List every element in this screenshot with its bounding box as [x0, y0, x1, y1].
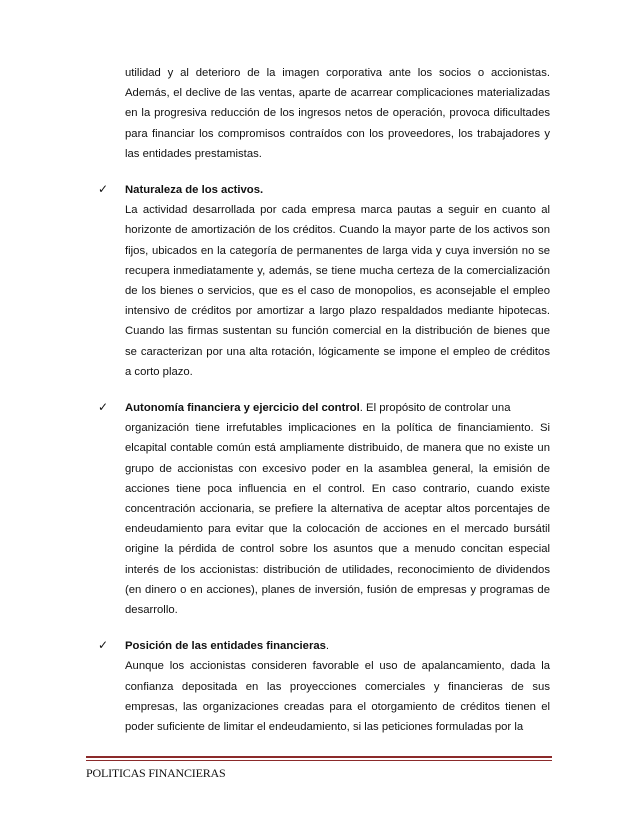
intro-paragraph: utilidad y al deterioro de la imagen corporativa ante los socios o accionistas. Además, el declive de las ventas, aparte de acarrear complicaciones materializadas en la progresiva reducción de los ingresos netos de operación, provoca dificultades para financiar los compromisos contraídos con los proveedores, los trabajadores y las entidades prestamistas.	[125, 67, 550, 160]
section-paragraph: organización tiene irrefutables implicaciones en la política de financiamiento. Si elcapital contable común está ampliamente distribuido, de manera que no existe un grupo de accionistas con excesivo poder en la asamblea general, la emisión de acciones tiene poca influencia en el control. En caso contrario, cuando existe concentración accionaria, se prefiere la alternativa de aceptar altos porcentajes de endeudamiento para evitar que la colocación de acciones en el mercado bursátil origine la pérdida de control sobre los asuntos que a menudo concitan especial interés de los accionistas: distribución de utilidades, reconocimiento de dividendos (en dinero o en acciones), planes de inversión, fusión de empresas y programas de desarrollo.	[125, 422, 550, 617]
footer-rule	[86, 756, 552, 758]
section-autonomia	[98, 397, 550, 620]
footer-title: POLITICAS FINANCIERAS	[86, 766, 226, 780]
section-heading-row	[98, 635, 550, 656]
section-heading-line	[125, 636, 550, 656]
checkmark-icon: ✓	[98, 182, 109, 197]
footer-rule-thin	[86, 760, 552, 761]
section-heading-line	[125, 180, 550, 200]
section-lead-text: . El propósito de controlar una	[359, 402, 511, 415]
section-heading: Naturaleza de los activos.	[125, 184, 264, 197]
checkmark-icon: ✓	[98, 400, 109, 415]
section-heading: Autonomía financiera y ejercicio del control	[125, 402, 360, 415]
section-paragraph: Aunque los accionistas consideren favorable el uso de apalancamiento, dada la confianza depositada en las proyecciones comerciales y financieras de sus empresas, las organizaciones creadas para el otorgamiento de créditos tienen el poder suficiente de limitar el endeudamiento, si las peticiones formuladas por la	[125, 660, 550, 734]
document-body	[98, 63, 550, 737]
section-posicion	[98, 635, 550, 737]
section-heading-row	[98, 397, 550, 418]
section-heading: Posición de las entidades financieras	[125, 640, 326, 653]
checkmark-icon: ✓	[98, 638, 109, 653]
section-naturaleza	[98, 179, 550, 382]
section-paragraph: La actividad desarrollada por cada empresa marca pautas a seguir en cuanto al horizonte de amortización de los créditos. Cuando la mayor parte de los activos son fijos, ubicados en la categoría de permanentes de larga vida y cuya inversión no se recupera inmediatamente y, además, se tiene mucha certeza de la comercialización de los bienes o servicios, que es el caso de monopolios, es aconsejable el empleo intensivo de créditos por amortizar a largo plazo respaldados mediante hipotecas. Cuando las firmas sustentan su función comercial en la distribución de bienes que se caracterizan por una alta rotación, lógicamente se impone el empleo de créditos a corto plazo.	[125, 204, 550, 378]
section-lead-text: .	[325, 640, 330, 653]
section-heading-line	[125, 398, 550, 418]
section-heading-row	[98, 179, 550, 200]
